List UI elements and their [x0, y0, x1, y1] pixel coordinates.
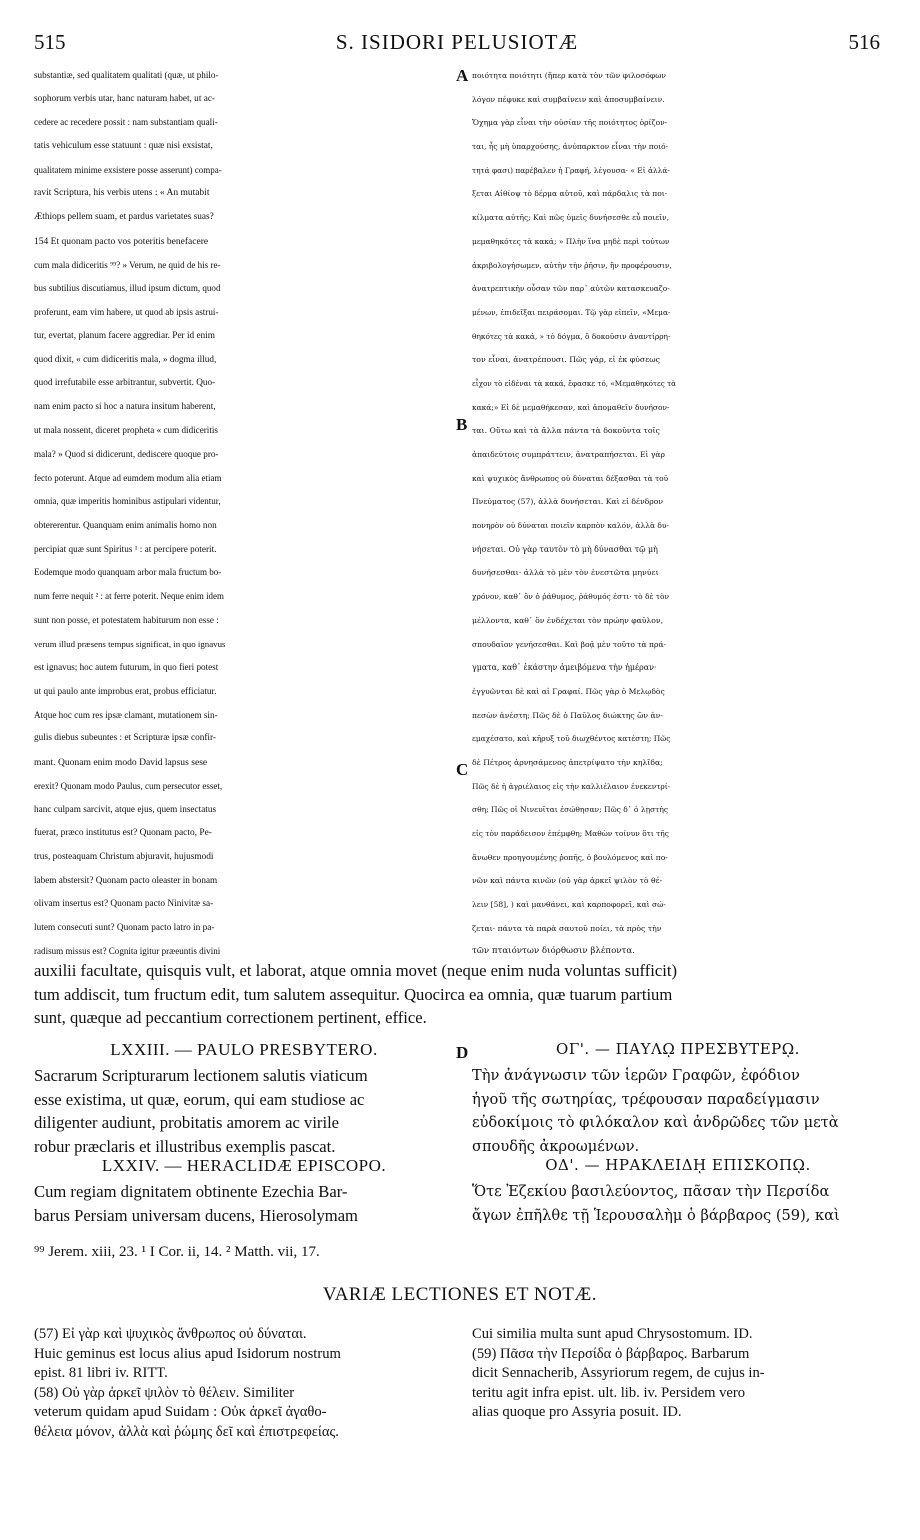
text-line: quod dixit, « cum didiceritis mala, » dogma illud,: [34, 354, 217, 365]
text-line: num ferre nequit ² : at ferre poterit. Neque enim idem: [34, 591, 224, 602]
note-line: (57) Εἰ γὰρ καὶ ψυχικὸς ἄνθρωπος οὐ δύναται.: [34, 1326, 307, 1342]
full-line: auxilii facultate, quisquis vult, et laborat, atque omnia movet (neque enim nuda voluntas sufficit): [34, 961, 677, 980]
text-line: νῶν καὶ πάντα κινῶν (οὐ γὰρ ἀρκεῖ ψιλὸν τὸ θέ-: [472, 876, 663, 886]
text-line: fuerat, præco institutus est? Quonam pacto, Pe-: [34, 828, 212, 838]
text-line: tatis vehiculum esse statuunt : quæ nisi exsistat,: [34, 141, 213, 152]
text-line: ποιότητα ποιότητι (ἥπερ κατὰ τὸν τῶν φιλοσόφων: [472, 71, 666, 80]
text-line: κίλματα αὐτῆς; Καὶ πῶς ὑμεῖς δυνήσεσθε εὖ ποιεῖν,: [472, 213, 669, 223]
letter74-latin-title: LXXIV. — HERACLIDÆ EPISCOPO.: [101, 1156, 387, 1175]
text-line: lutem consecuti sunt? Quonam pacto latro in pa-: [34, 922, 215, 933]
text-line: Æthiops pellem suam, et pardus varietates suas?: [34, 212, 214, 223]
margin-letter-d: D: [456, 1043, 469, 1062]
text-line: ξεται Αἰθίοψ τὸ δέρμα αὐτοῦ, καὶ πάρδαλις τὰ ποι-: [472, 189, 668, 199]
text-line: ravit Scriptura, his verbis utens : « An mutabit: [34, 188, 210, 199]
text-line: Sacrarum Scripturarum lectionem salutis viaticum: [34, 1066, 368, 1085]
text-line: ἐγγυῶνται δὲ καὶ αἱ Γραφαί. Πῶς γὰρ ὁ Μελῳδὸς: [472, 686, 665, 696]
note-line: teritu agit infra epist. ult. lib. iv. Persidem vero: [472, 1384, 746, 1401]
page-header: [34, 30, 880, 60]
note-line: (58) Οὐ γὰρ ἀρκεῖ ψιλὸν τὸ θέλειν. Similiter: [34, 1384, 295, 1401]
text-line: Eodemque modo quanquam arbor mala fructum bo-: [34, 567, 222, 578]
text-line: ut qui paulo ante improbus erat, probus efficiatur.: [34, 685, 217, 696]
scripture-references: ⁹⁹ Jerem. xiii, 23. ¹ I Cor. ii, 14. ² Matth. vii, 17.: [34, 1244, 320, 1260]
note-line: epist. 81 libri iv. RITT.: [34, 1365, 168, 1381]
text-line: olivam insertus est? Quonam pacto Ninivitæ sa-: [34, 899, 214, 910]
text-line: sunt non posse, et potestatem habiturum non esse :: [34, 614, 219, 625]
text-line: hanc culpam sarcivit, atque ejus, quem insectatus: [34, 804, 217, 815]
greek-column: [472, 64, 884, 964]
text-line: omnia, quæ imperitis hominibus astipulari videntur,: [34, 496, 221, 507]
text-line: ἡγοῦ τῆς σωτηρίας, τρέφουσαν παραδείγμασιν: [472, 1090, 820, 1108]
text-line: trus, posteaquam Christum abjuravit, hujusmodi: [34, 851, 214, 862]
text-line: tur, evertat, planum facere aggrediar. Per id enim: [34, 330, 215, 341]
text-line: mant. Quonam enim modo David lapsus sese: [34, 756, 208, 768]
text-line: ται. Οὕτω καὶ τὰ ἄλλα πάντα τὰ δοκοῦντα τοῖς: [472, 426, 660, 436]
note-line: dicit Sennacherib, Assyriorum regem, de cujus in-: [472, 1365, 765, 1381]
letter74-latin-text: [34, 1180, 454, 1227]
notes-left: [34, 1325, 454, 1442]
text-line: diligenter audiunt, probitatis amorem ac virile: [34, 1113, 340, 1133]
text-line: εἶχον τὸ εἰδέναι τὰ κακά, ἔφασκε τό, «Μεμαθηκότες τὰ: [472, 378, 676, 388]
text-line: substantiæ, sed qualitatem qualitati (quæ, ut philo-: [34, 70, 219, 80]
text-line: robur præclaris et illustribus exemplis pascat.: [34, 1137, 336, 1157]
text-line: verum illud præsens tempus significat, in quo ignavus: [34, 638, 226, 649]
note-line: Huic geminus est locus alius apud Isidorum nostrum: [34, 1345, 341, 1362]
note-line: Cui similia multa sunt apud Chrysostomum. ID.: [472, 1326, 753, 1342]
text-line: τητά φασι) παρέβαλεν ἡ Γραφή, λέγουσα· « Εἰ ἀλλά-: [472, 165, 670, 175]
text-line: δυνήσεσθαι· ἀλλὰ τὸ μὲν τὸν ἐνεστῶτα μηνύει: [472, 568, 659, 578]
text-line: δὲ Πέτρος ἀρνησάμενος ἀπετρίψατο τὴν κηλῖδα;: [472, 757, 663, 767]
text-line: percipiat quæ sunt Spiritus ¹ : at percipere poterit.: [34, 543, 217, 554]
note-line: θέλεια μόνον, ἀλλὰ καὶ ῥώμης δεῖ καὶ ἐπιστρεφείας.: [34, 1423, 339, 1440]
page-number-right: 516: [848, 30, 880, 54]
text-line: ἄνωθεν προηγουμένης ῥοπῆς, ὁ βουλόμενος καὶ πο-: [472, 852, 668, 862]
text-line: σπουδῆς ἀκροωμένων.: [472, 1138, 640, 1156]
text-line: est ignavus; hoc autem futurum, in quo fieri potest: [34, 662, 219, 673]
note-line: veterum quidam apud Suidam : Οὐκ ἀρκεῖ ἀγαθο-: [34, 1404, 327, 1420]
text-line: mala? » Quod si didicerunt, dediscere quoque pro-: [34, 449, 219, 459]
text-line: cum mala didiceritis ⁹⁹? » Verum, ne quid de his re-: [34, 259, 221, 270]
text-line: fecto poterunt. Atque ad eumdem modum alia etiam: [34, 472, 222, 483]
text-line: ἀκριβολογήσωμεν, αὐτὴν τὴν ῥῆσιν, ἣν προφέρουσιν,: [472, 260, 672, 270]
text-line: proferunt, eam vim habere, ut quod ab ipsis astrui-: [34, 306, 219, 317]
letter74-greek-text: [472, 1180, 884, 1227]
text-line: πονηρὸν οὐ δύναται ποιεῖν καρπὸν καλόν, ἀλλὰ δυ-: [472, 521, 669, 531]
text-line: ut mala nossent, diceret propheta « cum didiceritis: [34, 425, 218, 436]
text-line: ται, ἧς μὴ ὑπαρχούσης, ἀνύπαρκτον εἶναι τὴν ποιό-: [472, 142, 669, 152]
letter73-latin-text: [34, 1064, 454, 1159]
text-line: cedere ac recedere possit : nam substantiam quali-: [34, 117, 218, 128]
text-line: χρόνον, καθ᾽ ὃν ὁ ῥάθυμος, ῥάθυμός ἐστι· τὸ δὲ τὸν: [472, 592, 670, 602]
text-line: μεμαθηκότες τὰ κακά; » Πλὴν ἵνα μηδὲ περὶ τούτων: [472, 236, 670, 246]
text-line: radisum missus est? Cognita igitur præeuntis divini: [34, 946, 221, 957]
full-line: sunt, quæque ad peccantium correctionem pertinent, effice.: [34, 1008, 427, 1028]
text-line: esse existima, ut quæ, eorum, qui eam studiose ac: [34, 1089, 365, 1109]
text-line: obtererentur. Quanquam enim animalis homo non: [34, 520, 217, 531]
text-line: εἰς τὸν παράδεισον ἐπέμφθη; Μαθὼν τοίνυν ὅτι τῆς: [472, 829, 669, 838]
full-line: tum addiscit, tum fructum edit, tum salutem assequitur. Quocirca ea omnia, quæ tuarum partium: [34, 984, 673, 1004]
letter74-greek-title: ΟΔ'. — ΗΡΑΚΛΕΙΔῌ ΕΠΙΣΚΟΠῼ.: [545, 1156, 811, 1174]
letter73-greek-text: [472, 1064, 884, 1159]
text-line: σθη; Πῶς οἱ Νινευῖται ἐσώθησαν; Πῶς δ᾽ ὁ λῃστὴς: [472, 805, 669, 815]
text-line: σπουδαῖον γενήσεσθαι. Καὶ βοᾷ μὲν τοῦτο τὰ πρά-: [472, 639, 667, 649]
letter73-greek-title: ΟΓ'. — ΠΑΥΛῼ ΠΡΕΣΒΥΤΕΡῼ.: [556, 1040, 800, 1058]
text-line: γματα, καθ᾽ ἑκάστην ἀμειβόμενα τὴν ἡμέραν·: [472, 663, 657, 673]
full-width-paragraph: [34, 959, 880, 1030]
text-line: bus subtilius discutiamus, illud ipsum dictum, quod: [34, 283, 221, 294]
notes-right: [472, 1325, 884, 1423]
text-line: Πῶς δὲ ἡ ἀγριέλαιος εἰς τὴν καλλιέλαιον ἐνεκεντρί-: [472, 781, 671, 791]
margin-letter-b: B: [456, 415, 468, 434]
text-line: gulis diebus subeuntes : et Scripturæ ipsæ confir-: [34, 733, 216, 744]
page-number-left: 515: [34, 30, 66, 54]
text-line: erexit? Quonam modo Paulus, cum persecutor esset,: [34, 780, 223, 791]
text-line: Τὴν ἀνάγνωσιν τῶν ἱερῶν Γραφῶν, ἐφόδιον: [472, 1067, 800, 1084]
letter73-latin-title: LXXIII. — PAULO PRESBYTERO.: [110, 1040, 378, 1059]
text-line: λόγον πέφυκε καὶ συμβαίνειν καὶ ἀποσυμβαίνειν.: [472, 94, 665, 104]
text-line: εμαχέσατο, καὶ κῆρυξ τοῦ διωχθέντος κατέστη; Πῶς: [472, 734, 671, 744]
text-line: ἄγων ἐπῆλθε τῇ Ἱερουσαλὴμ ὁ βάρβαρος (59), καὶ: [472, 1206, 840, 1224]
text-line: θηκότες τὰ κακά, » τὸ δόγμα, ὃ δοκοῦσιν ἀναντίρρη-: [472, 331, 671, 341]
text-line: κακά;» Εἰ δὲ μεμαθήκεσαν, καὶ ἀπομαθεῖν δυνήσον-: [472, 402, 670, 412]
text-line: μέλλοντα, καθ᾽ ὃν ἐνδέχεται τὸν πρώην φαῦλον,: [472, 615, 664, 625]
text-line: εὐδοκίμοις τὸ φιλόκαλον καὶ ἀνδρῶδες τῶν μετὰ: [472, 1114, 839, 1132]
text-line: 154 Et quonam pacto vos poteritis benefacere: [34, 235, 209, 247]
text-line: τῶν πταιόντων διόρθωσιν βλέποντα.: [472, 946, 635, 957]
text-line: barus Persiam universam ducens, Hierosolymam: [34, 1205, 358, 1225]
text-line: Πνεύματος (57), ἀλλὰ δυνήσεται. Καὶ εἰ δένδρον: [472, 497, 664, 507]
text-line: ἀπαιδεύτοις συμπράττειν, ἀνατραπήσεται. Εἰ γὰρ: [472, 450, 665, 459]
text-line: νήσεται. Οὐ γὰρ ταυτὸν τὸ μὴ δύνασθαι τῷ μὴ: [472, 544, 658, 554]
margin-letter-c: C: [456, 760, 469, 779]
text-line: Ὅτε Ἐζεκίου βασιλεύοντος, πᾶσαν τὴν Περσίδα: [472, 1183, 830, 1200]
text-line: labem abstersit? Quonam pacto oleaster in bonam: [34, 875, 218, 886]
text-line: μένων, ἐπιδεῖξαι πειράσομαι. Τῷ γὰρ εἰπεῖν, «Μεμα-: [472, 307, 671, 317]
note-line: (59) Πᾶσα τὴν Περσίδα ὁ βάρβαρος. Barbarum: [472, 1345, 750, 1362]
text-line: Ὄχημα γὰρ εἶναι τὴν οὐσίαν τῆς ποιότητος ὁρίζον-: [472, 118, 668, 128]
note-line: alias quoque pro Assyria posuit. ID.: [472, 1404, 682, 1420]
text-line: qualitatem minime exsistere posse asserunt) compa-: [34, 164, 222, 175]
text-line: πεσὼν ἀνέστη; Πῶς δὲ ὁ Παῦλος διώκτης ὢν ἀν-: [472, 710, 663, 720]
text-line: καὶ ψυχικὸς ἄνθρωπος οὐ δύναται δέξασθαι τὰ τοῦ: [472, 473, 669, 483]
text-line: τον εἶναι, ἀνατρέπουσι. Πῶς γάρ, εἰ ἐκ φύσεως: [472, 355, 660, 365]
latin-column: [34, 64, 454, 964]
text-line: nam enim pacto si hoc a natura insitum haberent,: [34, 401, 216, 412]
text-line: ζεται· πάντα τὰ παρὰ σαυτοῦ ποίει, τὰ πρὸς τὴν: [472, 923, 662, 933]
text-line: sophorum verbis utar, hanc naturam habet, ut ac-: [34, 93, 216, 104]
running-title: S. ISIDORI PELUSIOTÆ: [335, 30, 579, 54]
text-line: λειν [58], ) καὶ μανθάνει, καὶ καρποφορεῖ, καὶ σώ-: [472, 900, 666, 910]
margin-letter-a: A: [456, 66, 469, 85]
variae-lectiones-title: VARIÆ LECTIONES ET NOTÆ.: [322, 1284, 598, 1305]
text-line: quod irrefutabile esse arbitrantur, subvertit. Quo-: [34, 377, 216, 388]
text-line: Atque hoc cum res ipsæ clamant, mutationem sin-: [34, 709, 218, 720]
text-line: Cum regiam dignitatem obtinente Ezechia Bar-: [34, 1182, 348, 1201]
text-line: ἀνατρεπτικὴν οὖσαν τῶν παρ᾽ αὐτῶν κατασκευαζο-: [472, 284, 670, 294]
